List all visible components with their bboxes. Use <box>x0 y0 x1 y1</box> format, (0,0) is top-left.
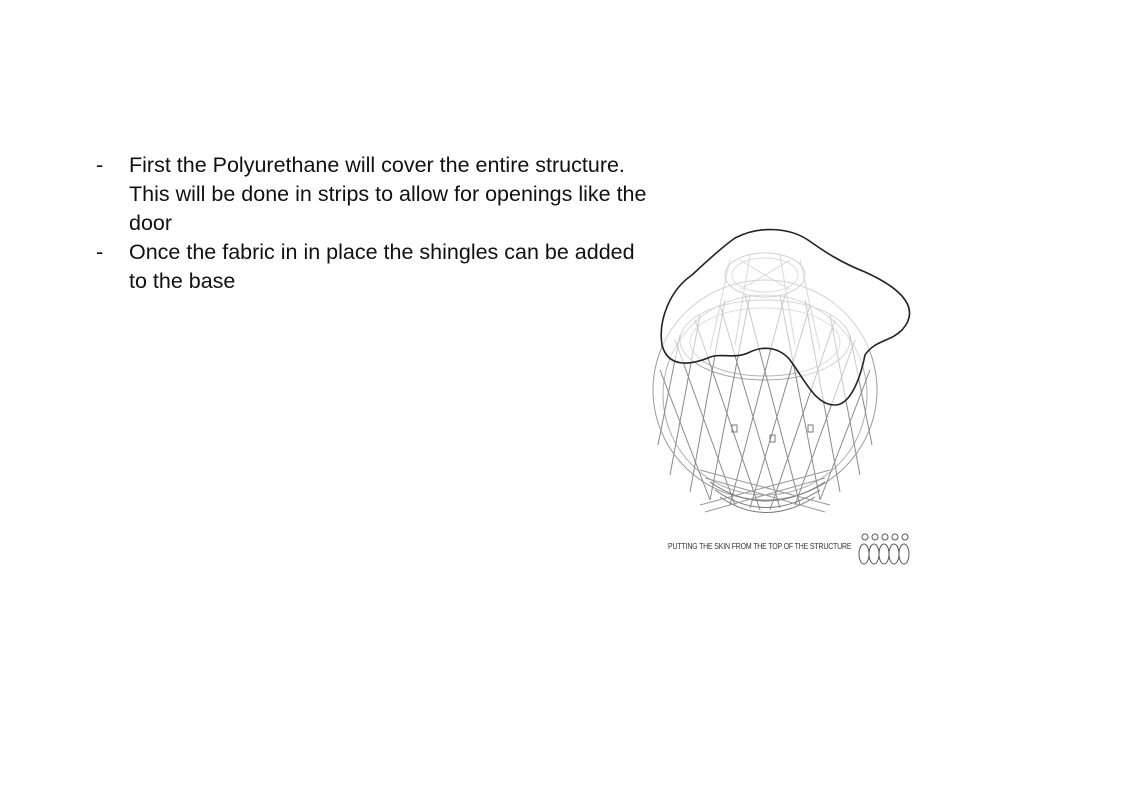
structure-illustration <box>640 220 940 520</box>
bullet-marker: - <box>96 153 104 177</box>
bullet-item <box>96 151 656 238</box>
bullet-text: Once the fabric in in place the shingles can be added to the base <box>129 240 635 293</box>
bullet-list <box>96 151 656 296</box>
bullet-text: First the Polyurethane will cover the entire structure. This will be done in strips to allow for openings like the door <box>129 153 647 235</box>
bullet-marker: - <box>96 240 104 264</box>
figure-caption: PUTTING THE SKIN FROM THE TOP OF THE STRUCTURE <box>668 541 852 551</box>
human-figures-scale-icon <box>855 532 919 566</box>
bullet-item <box>96 238 656 296</box>
